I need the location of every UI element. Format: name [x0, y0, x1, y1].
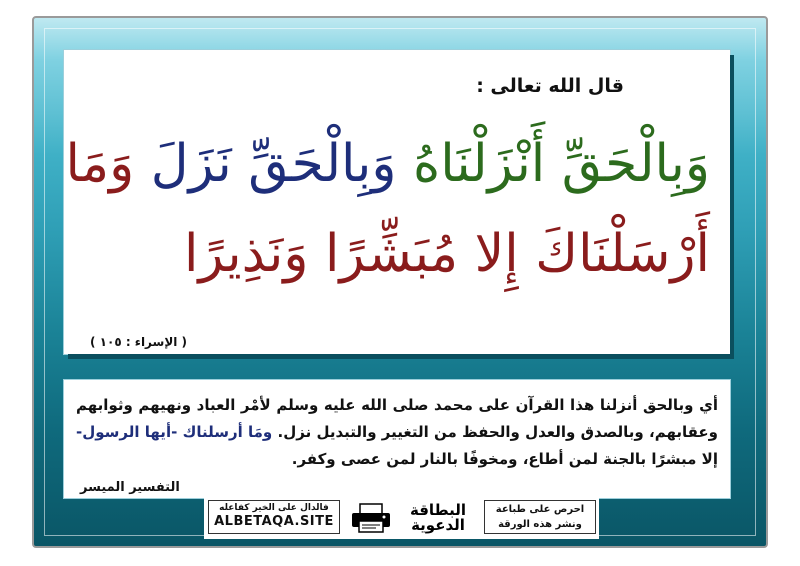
verse-panel [64, 50, 730, 354]
verse-word-anzalnahu: أَنْزَلْنَاهُ [413, 134, 546, 194]
tafsir-source: التفسير الميسر [80, 480, 180, 495]
tafsir-text-part2: إلا مبشرًا بالجنة لمن أطاع، ومخوفًا بالنار لمن عصى وكفر. [291, 450, 718, 468]
footer-print-note [484, 500, 596, 534]
verse-line-2: أَرْسَلْنَاكَ إِلا مُبَشِّرًا وَنَذِيرًا [184, 224, 710, 284]
verse-reference: ( الإسراء : ١٠٥ ) [90, 335, 188, 349]
albetaqa-logo [402, 500, 474, 536]
tafsir-text-highlight: ومَا أرسلناك -أيها الرسول- [76, 423, 273, 441]
tafsir-text-part1: أي وبالحق أنزلنا هذا القرآن على محمد صلى الله عليه وسلم لأمْر العباد ونهيهم وثوابهم وعقابهم، وبالصدق والعدل والحفظ من التغيير والتبديل نزل. [76, 396, 718, 441]
footer-print-note-line1: احرص على طباعة [495, 504, 585, 515]
verse-line-1 [65, 134, 710, 194]
logo-text: البطاقة الدعوية [409, 501, 467, 534]
footer-site-link[interactable]: ALBETAQA.SITE [214, 514, 334, 529]
verse-word-nazala: وَبِالْحَقِّ نَزَلَ [150, 134, 397, 194]
footer-site-box[interactable] [208, 500, 340, 534]
verse-intro: قال الله تعالى : [476, 75, 624, 97]
verse-word-bilhaqq: وَبِالْحَقِّ [561, 134, 710, 194]
footer-print-note-line2: ونشر هذه الورقة [498, 519, 582, 530]
verse-word-wama: وَمَا [65, 134, 135, 194]
tafsir-text [76, 392, 718, 473]
printer-icon[interactable] [350, 502, 392, 534]
footer-proverb: فالدال على الخير كفاعله [219, 503, 329, 513]
